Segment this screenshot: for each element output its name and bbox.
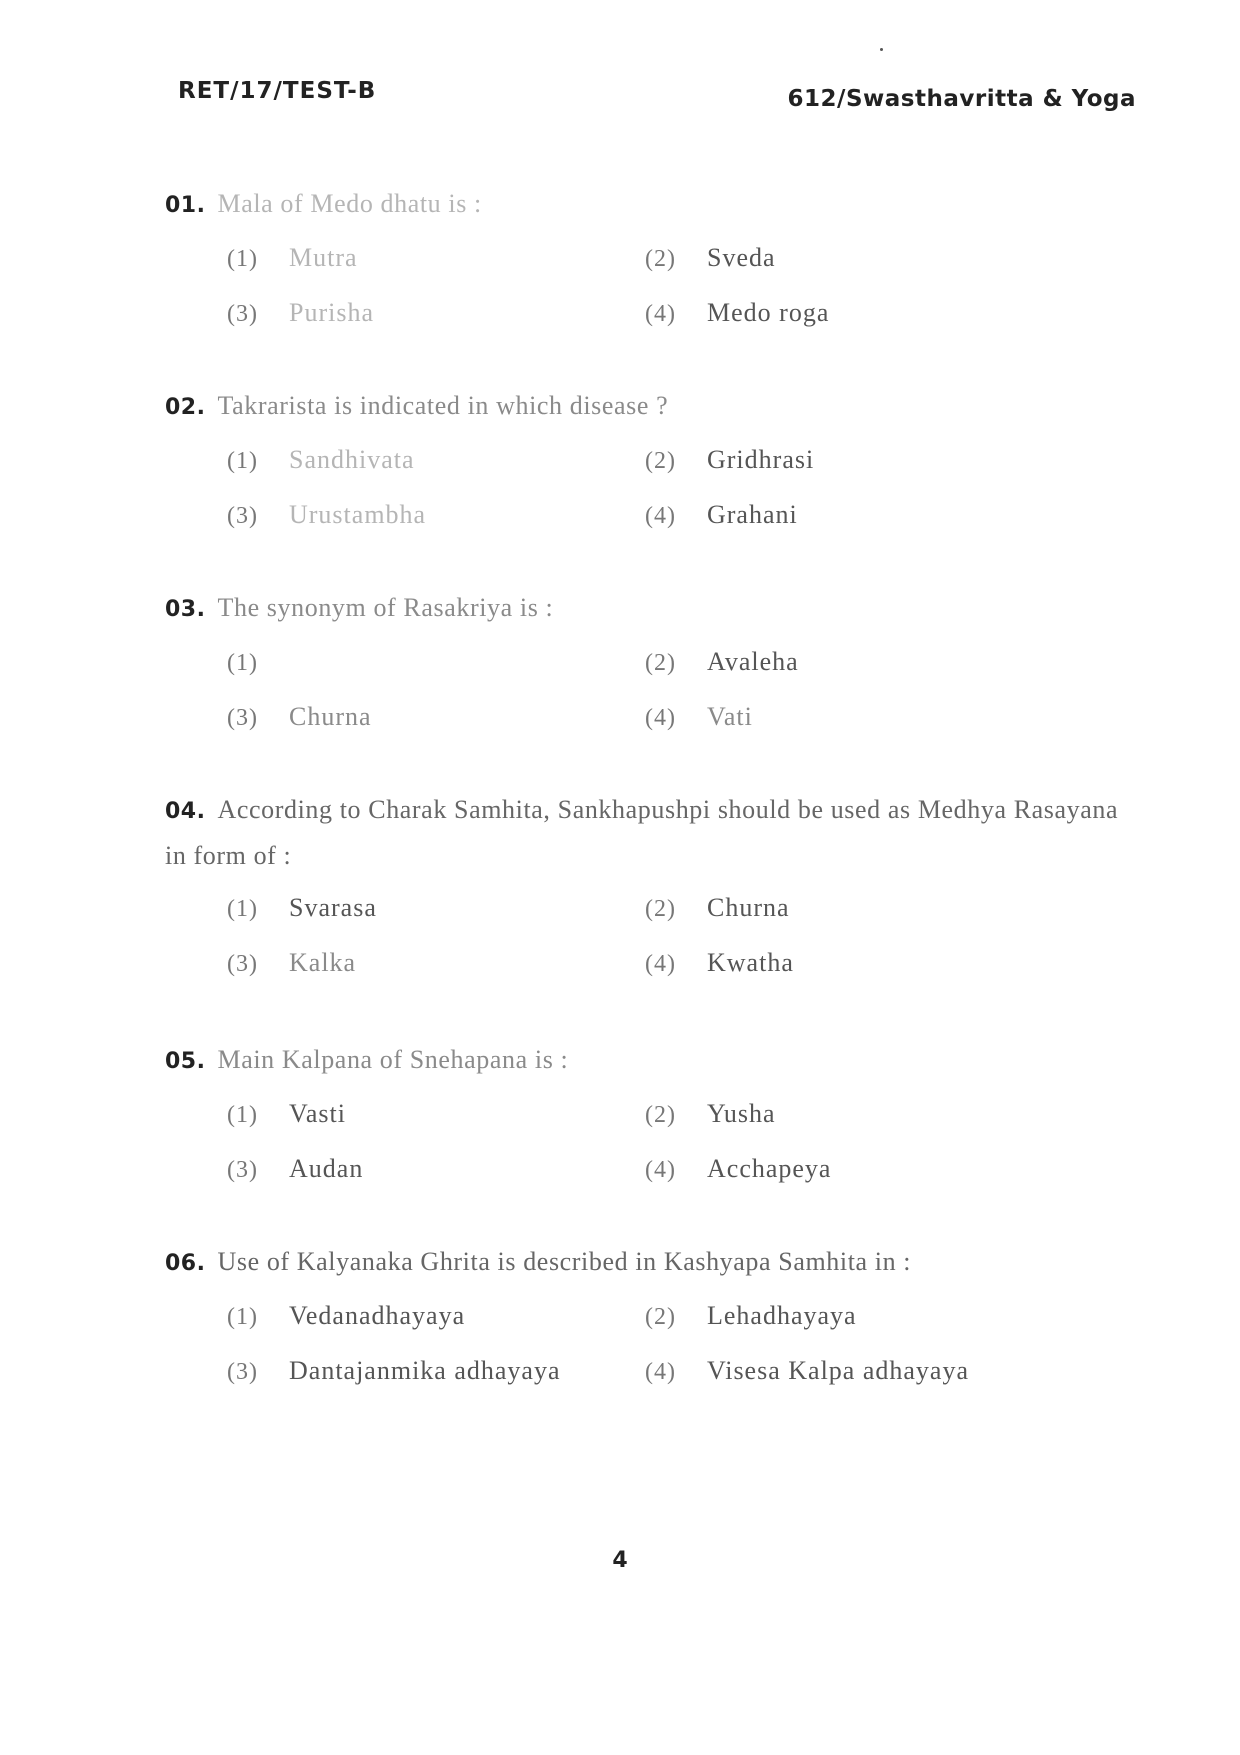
header-subject: 612/Swasthavritta & Yoga — [787, 86, 1136, 112]
option-number: (4) — [645, 1359, 676, 1385]
question-number: 06. — [165, 1251, 206, 1276]
option-number: (3) — [227, 503, 258, 529]
option-3 — [165, 699, 625, 736]
option-2 — [625, 442, 1085, 479]
option-number: (4) — [645, 503, 676, 529]
option-number: (3) — [227, 1359, 258, 1385]
question-02 — [165, 384, 1135, 534]
question-text: According to Charak Samhita, Sankhapushpi should be used as Medhya Rasayana in form of : — [165, 795, 1119, 870]
header-exam-code: RET/17/TEST-B — [178, 78, 377, 104]
option-3 — [165, 945, 625, 982]
option-text: Medo roga — [707, 298, 830, 327]
option-4 — [625, 295, 1085, 332]
option-number: (2) — [645, 1304, 676, 1330]
option-number: (1) — [227, 246, 258, 272]
option-3 — [165, 497, 625, 534]
question-text: Main Kalpana of Snehapana is : — [217, 1045, 569, 1074]
option-text: Sandhivata — [289, 445, 415, 474]
option-text: Vedanadhayaya — [289, 1301, 466, 1330]
option-3 — [165, 295, 625, 332]
option-number: (2) — [645, 896, 676, 922]
options-grid — [165, 1096, 1135, 1188]
option-2 — [625, 240, 1085, 277]
option-2 — [625, 644, 1085, 681]
option-text: Vasti — [289, 1099, 346, 1128]
question-text: Mala of Medo dhatu is : — [217, 189, 482, 218]
option-text: Svarasa — [289, 893, 377, 922]
option-4 — [625, 1151, 1085, 1188]
option-number: (1) — [227, 650, 258, 676]
option-number: (1) — [227, 1304, 258, 1330]
scan-speck — [880, 48, 883, 51]
question-text: Takrarista is indicated in which disease ? — [217, 391, 669, 420]
option-1 — [165, 442, 625, 479]
question-04 — [165, 788, 1135, 982]
option-text: Sveda — [707, 243, 776, 272]
options-grid — [165, 240, 1135, 332]
option-text: Urustambha — [289, 500, 427, 529]
option-text: Visesa Kalpa adhayaya — [707, 1356, 969, 1385]
question-number: 04. — [165, 799, 206, 824]
option-number: (1) — [227, 448, 258, 474]
option-number: (2) — [645, 448, 676, 474]
options-grid — [165, 890, 1135, 982]
option-2 — [625, 1298, 1085, 1335]
question-01 — [165, 182, 1135, 332]
option-4 — [625, 699, 1085, 736]
question-03 — [165, 586, 1135, 736]
question-text: Use of Kalyanaka Ghrita is described in Kashyapa Samhita in : — [217, 1247, 912, 1276]
question-number: 01. — [165, 193, 206, 218]
option-text: Mutra — [289, 243, 358, 272]
option-1 — [165, 644, 625, 681]
option-text: Kalka — [289, 948, 357, 977]
option-1 — [165, 1096, 625, 1133]
option-2 — [625, 1096, 1085, 1133]
option-3 — [165, 1353, 625, 1390]
question-text: The synonym of Rasakriya is : — [217, 593, 554, 622]
option-number: (4) — [645, 705, 676, 731]
question-number: 05. — [165, 1049, 206, 1074]
option-number: (3) — [227, 1157, 258, 1183]
option-text: Acchapeya — [707, 1154, 832, 1183]
question-05 — [165, 1038, 1135, 1188]
option-number: (4) — [645, 301, 676, 327]
option-text: Avaleha — [707, 647, 799, 676]
option-4 — [625, 945, 1085, 982]
option-1 — [165, 890, 625, 927]
option-number: (2) — [645, 650, 676, 676]
option-text: Vati — [707, 702, 753, 731]
option-text: Dantajanmika adhayaya — [289, 1356, 561, 1385]
options-grid — [165, 644, 1135, 736]
option-text: Lehadhayaya — [707, 1301, 857, 1330]
option-text: Yusha — [707, 1099, 776, 1128]
question-number: 02. — [165, 395, 206, 420]
option-2 — [625, 890, 1085, 927]
option-number: (4) — [645, 951, 676, 977]
option-number: (3) — [227, 705, 258, 731]
option-4 — [625, 497, 1085, 534]
option-number: (1) — [227, 896, 258, 922]
option-4 — [625, 1353, 1085, 1390]
option-number: (1) — [227, 1102, 258, 1128]
question-number: 03. — [165, 597, 206, 622]
option-text: Audan — [289, 1154, 364, 1183]
page-number: 4 — [612, 1548, 628, 1573]
option-number: (2) — [645, 246, 676, 272]
option-1 — [165, 1298, 625, 1335]
option-3 — [165, 1151, 625, 1188]
option-number: (2) — [645, 1102, 676, 1128]
question-06 — [165, 1240, 1135, 1390]
option-text: Kwatha — [707, 948, 794, 977]
options-grid — [165, 1298, 1135, 1390]
option-number: (4) — [645, 1157, 676, 1183]
option-text: Churna — [707, 893, 790, 922]
option-1 — [165, 240, 625, 277]
option-text: Gridhrasi — [707, 445, 815, 474]
option-text: Purisha — [289, 298, 374, 327]
option-text: Grahani — [707, 500, 798, 529]
option-text: Churna — [289, 702, 372, 731]
option-number: (3) — [227, 951, 258, 977]
option-number: (3) — [227, 301, 258, 327]
options-grid — [165, 442, 1135, 534]
